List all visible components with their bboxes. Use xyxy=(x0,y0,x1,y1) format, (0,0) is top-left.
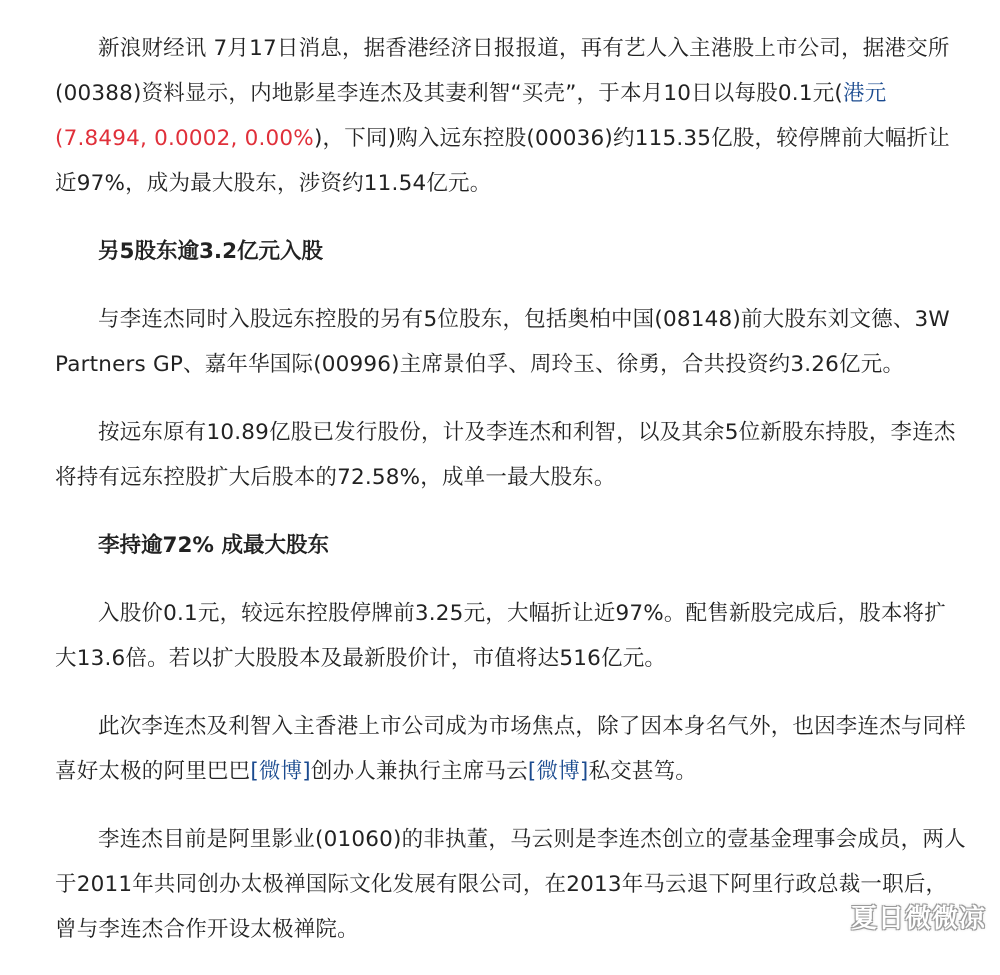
paragraph-other-shareholders: 与李连杰同时入股远东控股的另有5位股东，包括奥柏中国(08148)前大股东刘文德、3W Partners GP、嘉年华国际(00996)主席景伯孚、周玲玉、徐勇，合共投资约3.26亿元。 xyxy=(55,307,950,377)
paragraph-intro xyxy=(55,26,967,206)
weibo-link-alibaba[interactable]: [微博] xyxy=(250,759,311,784)
subheading-other-shareholders: 另5股东逾3.2亿元入股 xyxy=(98,239,324,264)
quote-sep-1: , xyxy=(140,126,155,151)
subheading-largest-shareholder: 李持逾72% 成最大股东 xyxy=(98,533,329,558)
focus-text-b: 创办人兼执行主席马云 xyxy=(310,759,528,784)
watermark: 夏日微微凉 xyxy=(850,904,986,934)
hkd-quote xyxy=(55,126,314,151)
quote-percent: 0.00% xyxy=(244,126,314,151)
intro-text-a: 新浪财经讯 7月17日消息，据香港经济日报报道，再有艺人入主港股上市公司，据港交所(00388)资料显示，内地影星李连杰及其妻利智“买壳”，于本月10日以每股0.1元( xyxy=(55,36,950,106)
quote-change: 0.0002 xyxy=(154,126,231,151)
focus-text-c: 私交甚笃。 xyxy=(588,759,697,784)
quote-sep-2: , xyxy=(230,126,245,151)
hkd-quote-link[interactable]: 港元 xyxy=(843,81,887,106)
paragraph-focus xyxy=(55,704,967,794)
quote-price: 7.8494 xyxy=(63,126,141,151)
paragraph-relationship: 李连杰目前是阿里影业(01060)的非执董，马云则是李连杰创立的壹基金理事会成员，两人于2011年共同创办太极禅国际文化发展有限公司，在2013年马云退下阿里行政总裁一职后，曾与李连杰合作开设太极禅院。 xyxy=(55,827,966,942)
weibo-link-mayun[interactable]: [微博] xyxy=(527,759,589,784)
paragraph-shareholding: 按远东原有10.89亿股已发行股份，计及李连杰和利智，以及其余5位新股东持股，李连杰将持有远东控股扩大后股本的72.58%，成单一最大股东。 xyxy=(55,420,956,490)
quote-close-paren: ) xyxy=(313,126,323,151)
article-body xyxy=(55,26,967,975)
focus-text-a: 此次李连杰及利智入主香港上市公司成为市场焦点，除了因本身名气外，也因李连杰与同样喜好太极的阿里巴巴 xyxy=(55,714,967,784)
paragraph-price: 入股价0.1元，较远东控股停牌前3.25元，大幅折让近97%。配售新股完成后，股本将扩大13.6倍。若以扩大股股本及最新股价计，市值将达516亿元。 xyxy=(55,601,946,671)
quote-open-paren: ( xyxy=(55,126,64,151)
intro-text-b: ，下同)购入远东控股(00036)约115.35亿股，较停牌前大幅折让近97%，成为最大股东，涉资约11.54亿元。 xyxy=(55,126,950,196)
